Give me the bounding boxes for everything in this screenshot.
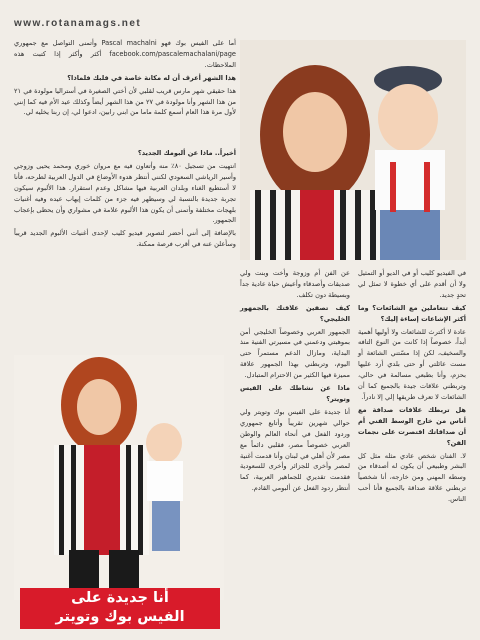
paragraph: لا. الفنان شخص عادي مثله مثل كل البشر وطبيعي أن يكون له أصدقاء من وسطه المهني ومن خارجه، أنا شخصياً تربطني علاقة صداقة بالجميع فأنا أحب الناس. (358, 451, 466, 504)
paragraph: انتهيت من تسجيل ٨٠٪ منه وأتعاون فيه مع مروان خوري ومحمد يحيى وزوجي وأسير الرياشي السعودي لكنني أنتظر هدوء الأوضاع في الدول العربية لطرحه، فأنا لا أستطيع الغناء وبلدان العربية فيها مشاكل وعدم استقرار. هذا الألبوم سيكون تجربة جديدة بالنسبة لي وسيظهر فيه جزء من كلمات إيهاب عيده وفيه أغنيات بلهجات مختلفة وأتمنى أن يكون هذا الألبوم علامة في مشواري وأن يحظى بإعجاب الجمهور. (14, 161, 236, 225)
article-column-middle (14, 148, 236, 252)
photo-mother-child-bottom (14, 355, 224, 600)
article-column-right (358, 268, 466, 507)
paragraph: في الفيديو كليب أو في الديو أو التمثيل ولا أن أقدم على أي خطوة لا تمثل لي تحدٍ جديد. (358, 269, 466, 299)
site-url: www.rotanamags.net (14, 18, 142, 29)
question-heading: أخيراً.. ماذا عن ألبومك الجديد؟ (137, 149, 236, 157)
paragraph: أما على الفيس بوك فهو Pascal machalni وأتمنى التواصل مع جمهوري facebook.com/pascalemachalani/page أكثر وأكثر إذا كتبت هذه الملاحظات. (14, 39, 237, 69)
question-heading: كيف تصفين علاقتك بالجمهور الخليجي؟ (240, 303, 350, 323)
question-heading: كيف تتعاملين مع الشائعات؟ وما أكثر الإشاعات إساءة إليك؟ (358, 303, 466, 323)
paragraph: الجمهور العربي وخصوصاً الخليجي أمن بموهبتي ودعمني في مسيرتي الفنية منذ البداية، ومازال الدعم مستمراً حتى اليوم، وتربطني بهذا الجمهور علاقة مميزة فيها الكثير من الاحترام المتبادل. (240, 327, 350, 380)
article-column-center (240, 268, 350, 496)
paragraph: بالإضافة إلى أنني أحضر لتصوير فيديو كليب لإحدى أغنيات الألبوم الجديد قريباً وسأعلن عنه في أقرب فرصة ممكنة. (14, 229, 236, 249)
article-column-top (14, 38, 236, 120)
paragraph: عن الفن أم وزوجة وأخت وبنت ولي صديقات وأصدقاء وأعيش حياة عادية جداً وبسيطة دون تكلف. (240, 269, 350, 299)
photo-mother-child-top (240, 40, 466, 260)
question-heading: هذا الشهر أعرف أن له مكانة خاصة في قلبك فلماذا؟ (67, 73, 236, 82)
pull-quote-line: أنا جديدة على (71, 590, 169, 606)
pull-quote-banner (20, 588, 220, 629)
pull-quote-line: الفيس بوك وتويتر (55, 609, 185, 625)
question-heading: ماذا عن نشاطك على الفيس وتويتر؟ (240, 384, 350, 403)
paragraph: هذا حقيقي شهر مارس قريب لقلبي لأن أختي الصغيرة في أستراليا مولودة في ٢١ من هذا الشهر وأنا مولودة في ٢٧ من هذا الشهر أيضاً وكذلك عيد الأم فيه كما إنني لأول مرة هذا العام أسمع كلمة ماما من ابني رابين، ادعوا لي، إن ربنا يخليه لي. (14, 86, 236, 117)
paragraph: أنا جديدة على الفيس بوك وتويتر ولي حوالي شهرين تقريباً وأتابع جمهوري وردود الفعل في أنحاء العالم والوطن العربي خصوصاً مصر، فقلبي دائماً مع مصر لأن أهلي في لبنان وأنا قدمت أغنية لمصر وأخرى للجزائر وأخرى للسعودية فقدمت تقديري للجماهير العربية، كما أنتظر ردود الفعل عن ألبومي القادم. (240, 407, 350, 493)
question-heading: هل تربطك علاقات صداقة مع أناس من خارج الوسط الفني أم أن صداقاتك اقتصرت على نجمات الفن؟ (358, 405, 466, 447)
paragraph: عادة لا أكترث للشائعات ولا أوليها أهمية أبداً، خصوصاً إذا كانت من النوع التافه والسخيف، لكن إذا مسّتني الشائعة أو مست عائلتي أو حتى بلدي أرد عليها بحزم، وأنا بطبعي مسالمة في حالي، وتربطني علاقات جيدة بالجميع كما أن الشائعات لا تعرف طريقها إلي إلا نادراً. (358, 327, 466, 401)
